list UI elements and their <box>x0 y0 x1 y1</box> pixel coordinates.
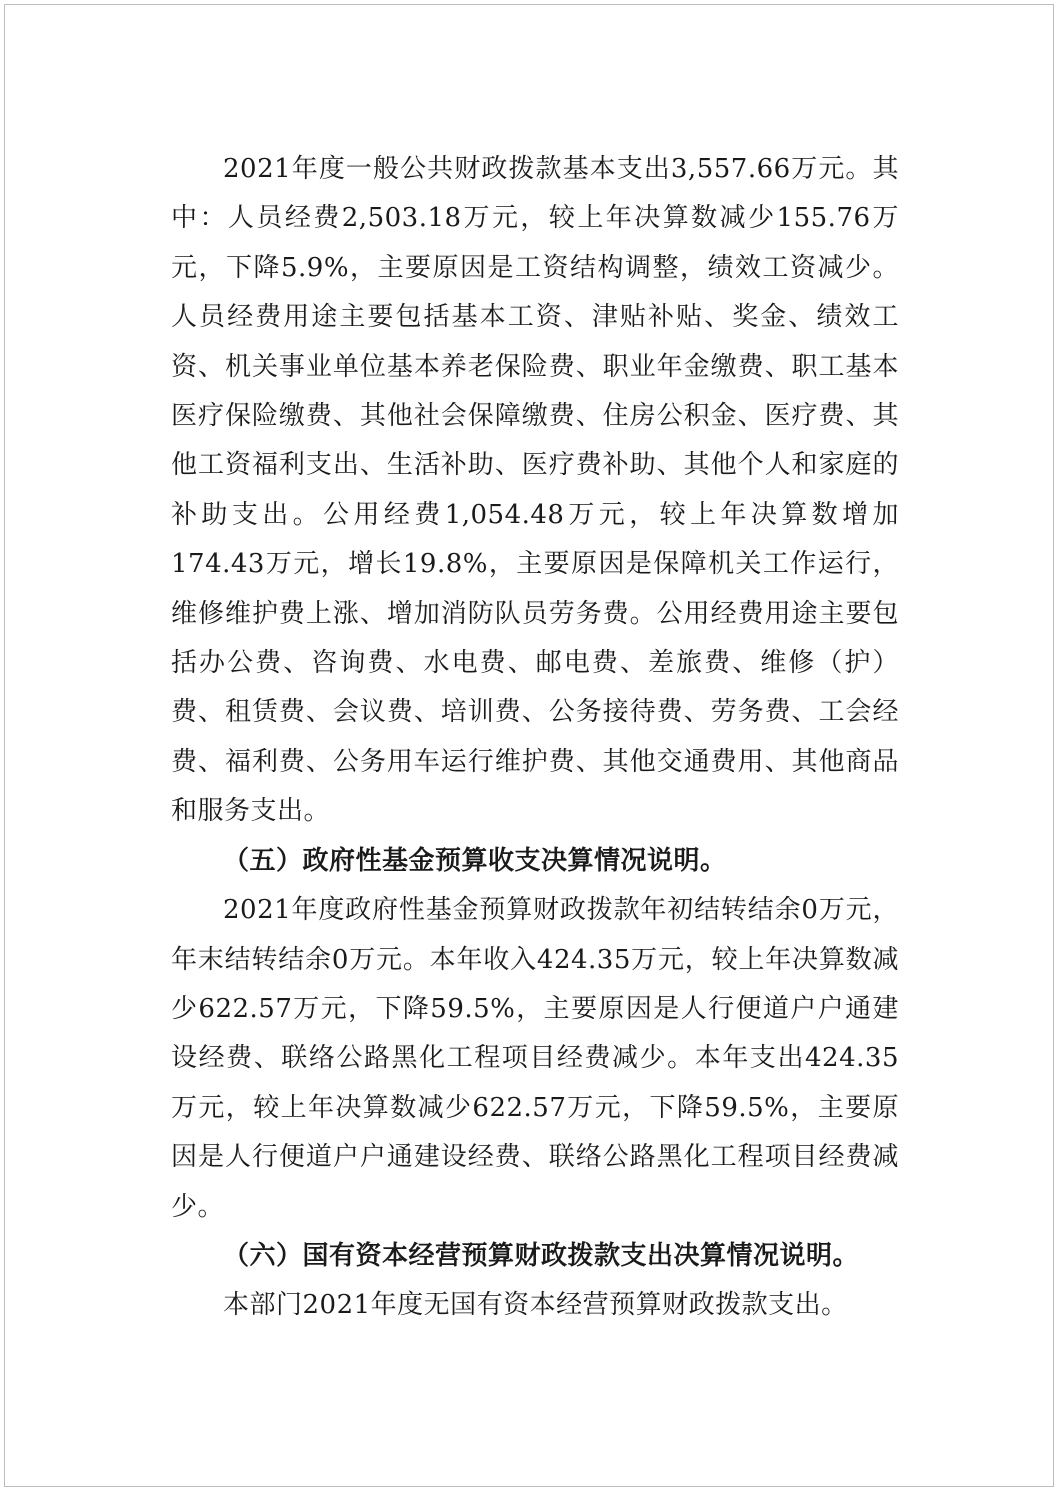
paragraph-state-capital: 本部门2021年度无国有资本经营预算财政拨款支出。 <box>223 1290 848 1321</box>
section-heading-government-fund: （五）政府性基金预算收支决算情况说明。 <box>223 845 727 876</box>
paragraph-government-fund: 2021年度政府性基金预算财政拨款年初结转结余0万元，年末结转结余0万元。本年收入424.35万元，较上年决算数减少622.57万元，下降59.5%，主要原因是人行便道户户通建设经费、联络公路黑化工程项目经费减少。本年支出424.35万元，较上年决算数减少622.57万元，下降59.5%，主要原因是人行便道户户通建设经费、联络公路黑化工程项目经费减少。 <box>171 895 899 1222</box>
section-heading-state-capital: （六）国有资本经营预算财政拨款支出决算情况说明。 <box>223 1240 860 1271</box>
paragraph-basic-expenditure: 2021年度一般公共财政拨款基本支出3,557.66万元。其中：人员经费2,503.18万元，较上年决算数减少155.76万元，下降5.9%，主要原因是工资结构调整，绩效工资减少。人员经费用途主要包括基本工资、津贴补贴、奖金、绩效工资、机关事业单位基本养老保险费、职业年金缴费、职工基本医疗保险缴费、其他社会保障缴费、住房公积金、医疗费、其他工资福利支出、生活补助、医疗费补助、其他个人和家庭的补助支出。公用经费1,054.48万元，较上年决算数增加174.43万元，增长19.8%，主要原因是保障机关工作运行，维修维护费上涨、增加消防队员劳务费。公用经费用途主要包括办公费、咨询费、水电费、邮电费、差旅费、维修（护）费、租赁费、会议费、培训费、公务接待费、劳务费、工会经费、福利费、公务用车运行维护费、其他交通费用、其他商品和服务支出。 <box>171 154 899 827</box>
document-body <box>171 145 899 1331</box>
document-page <box>4 4 1054 1487</box>
